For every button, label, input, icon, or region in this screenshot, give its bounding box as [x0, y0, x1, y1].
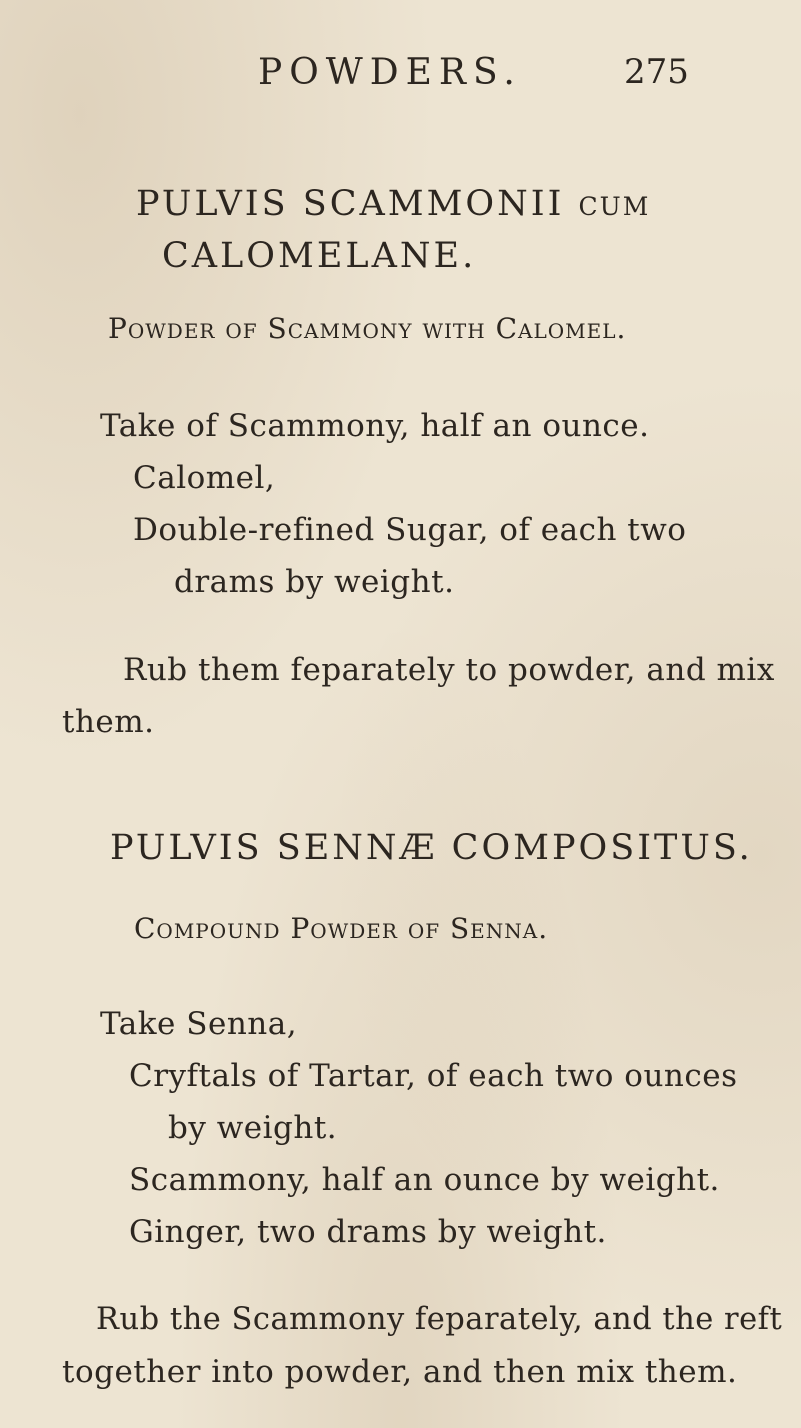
section2-title: PULVIS SENNÆ COMPOSITUS.	[110, 828, 753, 868]
section2-recipe-line: Take Senna,	[100, 1006, 298, 1042]
section2-subtitle: Compound Powder of Senna.	[134, 912, 549, 945]
section2-recipe-line: Scammony, half an ounce by weight.	[129, 1162, 720, 1198]
running-head: POWDERS.	[258, 52, 522, 93]
section1-title-cum: CUM	[578, 192, 651, 221]
section2-recipe-line: Ginger, two drams by weight.	[129, 1214, 607, 1250]
section1-directions-line: them.	[62, 704, 155, 740]
section2-directions-line: Rub the Scammony feparately, and the reft	[96, 1302, 783, 1337]
section1-title-line2: CALOMELANE.	[162, 236, 477, 276]
section1-title	[136, 184, 650, 224]
section1-recipe-line: drams by weight.	[174, 564, 455, 600]
section1-recipe-line: Calomel,	[133, 460, 276, 496]
section2-directions-line: together into powder, and then mix them.	[62, 1354, 738, 1390]
section1-subtitle: Powder of Scammony with Calomel.	[108, 312, 627, 345]
section1-title-main: PULVIS SCAMMONII	[136, 184, 565, 224]
section2-recipe-line: by weight.	[168, 1110, 338, 1146]
section1-directions-line: Rub them feparately to powder, and mix	[123, 652, 775, 688]
section1-recipe-line: Double-refined Sugar, of each two	[133, 512, 687, 548]
section1-recipe-line: Take of Scammony, half an ounce.	[100, 408, 650, 444]
page-number: 275	[624, 52, 689, 92]
section2-recipe-line: Cryftals of Tartar, of each two ounces	[129, 1058, 738, 1094]
